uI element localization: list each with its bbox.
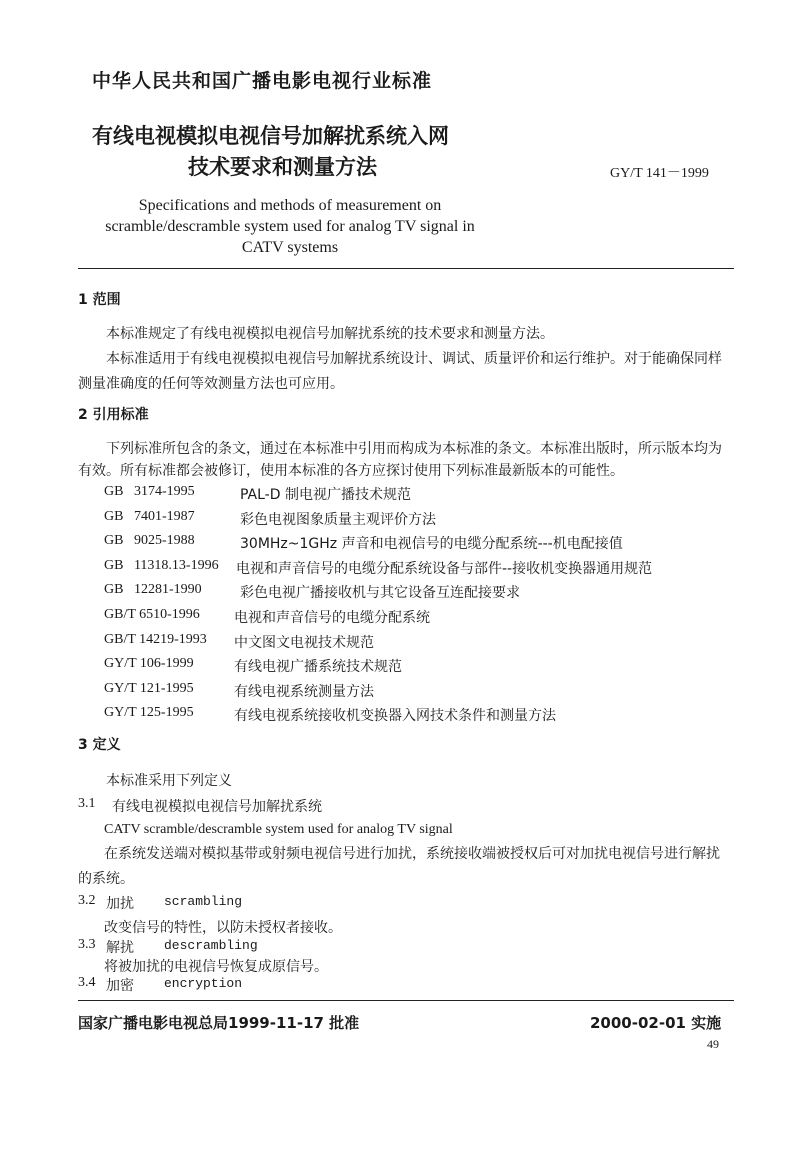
- reference-code: GB 7401-1987: [104, 508, 195, 524]
- english-title-line-2: scramble/descramble system used for analog TV signal in: [105, 218, 475, 235]
- def-3-3-number: 3.3: [78, 937, 96, 952]
- reference-code: GY/T 125-1995: [104, 705, 194, 721]
- reference-title: 30MHz~1GHz 声音和电视信号的电缆分配系统---机电配接值: [240, 536, 623, 553]
- implementation-date: 2000-02-01 实施: [590, 1014, 722, 1032]
- def-3-4-english: encryption: [164, 976, 243, 991]
- reference-title: 彩色电视图象质量主观评价方法: [240, 511, 436, 528]
- reference-title: 有线电视广播系统技术规范: [234, 659, 402, 676]
- reference-code: GB 11318.13-1996: [104, 557, 219, 573]
- section-1-para-2: 本标准适用于有线电视模拟电视信号加解扰系统设计、调试、质量评价和运行维护。对于能确保同样测量准确度的任何等效测量方法也可应用。: [78, 351, 722, 392]
- def-3-2-number: 3.2: [78, 893, 96, 908]
- section-1-heading: 1 范围: [78, 292, 121, 308]
- reference-title: 中文图文电视技术规范: [234, 634, 374, 651]
- section-2-intro: 下列标准所包含的条文，通过在本标准中引用而构成为本标准的条文。本标准出版时，所示版本均为有效。所有标准都会被修订，使用本标准的各方应探讨使用下列标准最新版本的可能性。: [78, 441, 722, 479]
- def-3-1-definition: 在系统发送端对模拟基带或射频电视信号进行加扰，系统接收端被授权后可对加扰电视信号进行解扰的系统。: [78, 846, 720, 887]
- def-3-1-term: 有线电视模拟电视信号加解扰系统: [112, 799, 322, 815]
- def-3-2-english: scrambling: [164, 894, 243, 909]
- header-divider: [78, 268, 734, 269]
- def-3-4-number: 3.4: [78, 975, 96, 990]
- reference-title: 有线电视系统接收机变换器入网技术条件和测量方法: [234, 708, 556, 725]
- reference-title: 电视和声音信号的电缆分配系统: [234, 610, 430, 626]
- section-2-heading: 2 引用标准: [78, 407, 149, 423]
- def-3-1-english: CATV scramble/descramble system used for analog TV signal: [104, 822, 453, 837]
- footer-divider: [78, 1000, 734, 1001]
- def-3-1-number: 3.1: [78, 796, 96, 811]
- section-3-heading: 3 定义: [78, 737, 121, 753]
- def-3-2-term: 加扰: [106, 896, 134, 912]
- reference-code: GB/T 6510-1996: [104, 607, 200, 622]
- publisher-header: 中华人民共和国广播电影电视行业标准: [92, 70, 433, 92]
- reference-code: GB 12281-1990: [104, 582, 202, 598]
- def-3-4-term: 加密: [106, 978, 134, 994]
- title-line-2: 技术要求和测量方法: [188, 155, 377, 179]
- reference-code: GB 3174-1995: [104, 484, 195, 499]
- def-3-3-english: descrambling: [164, 938, 258, 953]
- def-3-3-definition: 将被加扰的电视信号恢复成原信号。: [104, 959, 328, 975]
- reference-title: 彩色电视广播接收机与其它设备互连配接要求: [240, 585, 520, 602]
- section-1-para-1: 本标准规定了有线电视模拟电视信号加解扰系统的技术要求和测量方法。: [106, 326, 554, 342]
- reference-title: PAL-D 制电视广播技术规范: [240, 487, 411, 503]
- def-3-3-term: 解扰: [106, 940, 134, 956]
- reference-code: GY/T 106-1999: [104, 656, 194, 672]
- approval-notice: 国家广播电影电视总局1999-11-17 批准: [78, 1014, 360, 1032]
- standard-code: GY/T 141－1999: [610, 166, 709, 181]
- reference-code: GB 9025-1988: [104, 533, 195, 549]
- title-line-1: 有线电视模拟电视信号加解扰系统入网: [92, 124, 449, 148]
- def-3-2-definition: 改变信号的特性，以防未授权者接收。: [104, 920, 342, 936]
- english-title-line-1: Specifications and methods of measurement on: [138, 197, 442, 214]
- reference-title: 电视和声音信号的电缆分配系统设备与部件--接收机变换器通用规范: [236, 560, 653, 577]
- reference-title: 有线电视系统测量方法: [234, 683, 374, 700]
- reference-code: GB/T 14219-1993: [104, 631, 207, 647]
- section-3-intro: 本标准采用下列定义: [106, 773, 232, 789]
- page-number: 49: [707, 1037, 719, 1051]
- english-title-line-3: CATV systems: [241, 239, 339, 256]
- reference-code: GY/T 121-1995: [104, 680, 194, 696]
